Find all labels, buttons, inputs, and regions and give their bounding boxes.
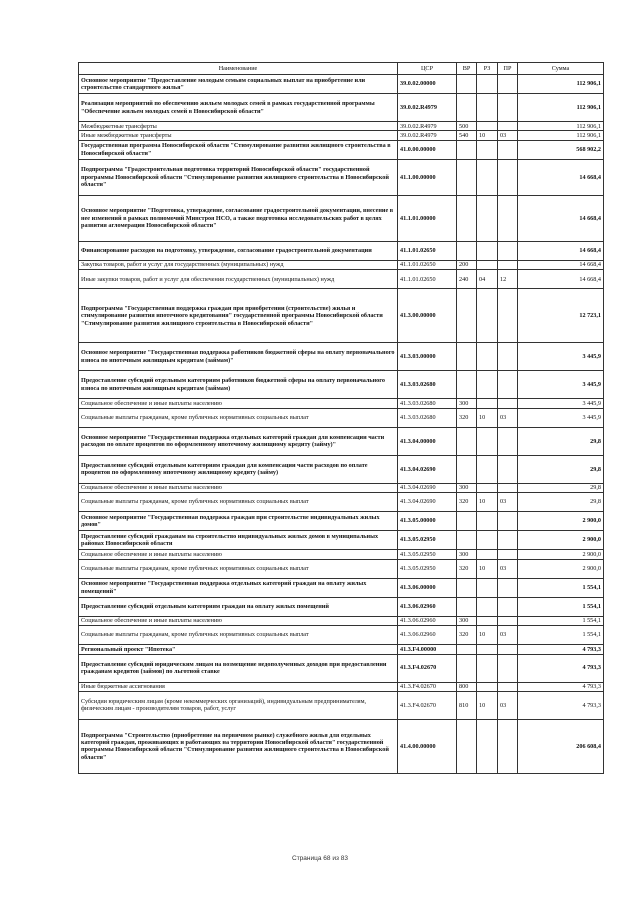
table-row <box>79 399 604 408</box>
cell-vr <box>457 241 477 260</box>
cell-sum: 112 906,1 <box>518 94 604 122</box>
cell-vr <box>457 427 477 455</box>
table-row <box>79 371 604 399</box>
cell-csr: 41.3.04.00000 <box>398 427 457 455</box>
cell-pr <box>498 195 518 241</box>
cell-pr: 03 <box>498 691 518 719</box>
cell-rz <box>477 654 498 682</box>
cell-csr: 41.3.06.02960 <box>398 626 457 645</box>
cell-vr <box>457 531 477 550</box>
cell-pr <box>498 260 518 269</box>
cell-csr: 41.3.06.00000 <box>398 578 457 597</box>
cell-sum: 568 902,2 <box>518 140 604 159</box>
cell-rz <box>477 399 498 408</box>
cell-csr: 41.1.00.00000 <box>398 159 457 195</box>
cell-sum: 4 793,3 <box>518 691 604 719</box>
cell-rz <box>477 616 498 625</box>
cell-pr <box>498 399 518 408</box>
cell-sum: 14 668,4 <box>518 241 604 260</box>
table-body <box>79 75 604 774</box>
cell-pr: 03 <box>498 626 518 645</box>
table-row <box>79 270 604 289</box>
cell-vr <box>457 343 477 371</box>
header-vr: ВР <box>457 63 477 75</box>
cell-name: Финансирование расходов на подготовку, утверждение, согласование градостроительной документации <box>79 241 398 260</box>
cell-vr <box>457 75 477 94</box>
cell-rz <box>477 260 498 269</box>
cell-name: Основное мероприятие "Государственная поддержка граждан при строительстве индивидуальных жилых домов" <box>79 512 398 531</box>
cell-name: Подпрограмма "Государственная поддержка граждан при приобретении (строительстве) жилья и стимулирование развития ипотечного кредитования" государственной программы Новосибирской области "Стимулирование развития жилищного строительства в Новосибирской области" <box>79 289 398 343</box>
cell-pr: 12 <box>498 270 518 289</box>
cell-pr <box>498 427 518 455</box>
cell-sum: 3 445,9 <box>518 371 604 399</box>
table-row <box>79 691 604 719</box>
cell-pr <box>498 654 518 682</box>
cell-vr <box>457 289 477 343</box>
cell-pr <box>498 597 518 616</box>
cell-rz <box>477 512 498 531</box>
cell-pr <box>498 371 518 399</box>
cell-vr <box>457 597 477 616</box>
cell-sum: 29,8 <box>518 455 604 483</box>
cell-name: Социальные выплаты гражданам, кроме публичных нормативных социальных выплат <box>79 408 398 427</box>
table-row <box>79 578 604 597</box>
cell-name: Социальное обеспечение и иные выплаты населению <box>79 550 398 559</box>
cell-vr: 240 <box>457 270 477 289</box>
cell-name: Реализация мероприятий по обеспечению жильем молодых семей в рамках государственной программы "Обеспечение жильем молодых семей в Новосибирской области" <box>79 94 398 122</box>
cell-rz <box>477 371 498 399</box>
table-row <box>79 122 604 131</box>
page-footer: Страница 68 из 83 <box>292 855 348 862</box>
cell-pr <box>498 512 518 531</box>
table-row <box>79 408 604 427</box>
cell-sum: 112 906,1 <box>518 75 604 94</box>
cell-vr <box>457 578 477 597</box>
cell-name: Социальные выплаты гражданам, кроме публичных нормативных социальных выплат <box>79 559 398 578</box>
cell-name: Предоставление субсидий юридическим лицам на возмещение недополученных доходов при предоставлении гражданам кредитов (займов) по льготной ставке <box>79 654 398 682</box>
cell-pr <box>498 241 518 260</box>
table-row <box>79 241 604 260</box>
table-row <box>79 616 604 625</box>
cell-rz <box>477 645 498 654</box>
table-row <box>79 531 604 550</box>
cell-vr <box>457 654 477 682</box>
cell-sum: 112 906,1 <box>518 131 604 140</box>
cell-pr <box>498 616 518 625</box>
cell-name: Иные межбюджетные трансферты <box>79 131 398 140</box>
table-row <box>79 682 604 691</box>
table-row <box>79 427 604 455</box>
cell-csr: 39.0.02.R4979 <box>398 94 457 122</box>
cell-name: Социальные выплаты гражданам, кроме публичных нормативных социальных выплат <box>79 626 398 645</box>
cell-rz <box>477 597 498 616</box>
cell-pr <box>498 719 518 773</box>
cell-name: Основное мероприятие "Государственная поддержка работников бюджетной сферы на оплату первоначального взноса по ипотечным жилищным кредитам (займам)" <box>79 343 398 371</box>
cell-sum: 2 900,0 <box>518 512 604 531</box>
cell-csr: 41.3.03.02680 <box>398 408 457 427</box>
table-row <box>79 75 604 94</box>
cell-rz: 10 <box>477 493 498 512</box>
table-row <box>79 159 604 195</box>
cell-name: Субсидии юридическим лицам (кроме некоммерческих организаций), индивидуальным предпринимателям, физическим лицам - производителям товаров, работ, услуг <box>79 691 398 719</box>
table-row <box>79 131 604 140</box>
cell-csr: 41.0.00.00000 <box>398 140 457 159</box>
cell-name: Предоставление субсидий отдельным категориям граждан для компенсации части расходов по оплате процентов по оформленному ипотечному жилищному кредиту (займу) <box>79 455 398 483</box>
cell-name: Предоставление субсидий отдельным категориям граждан на оплату жилых помещений <box>79 597 398 616</box>
cell-sum: 1 554,1 <box>518 578 604 597</box>
cell-name: Подпрограмма "Градостроительная подготовка территорий Новосибирской области" государственной программы Новосибирской области "Стимулирование развития жилищного строительства в Новосибирской области" <box>79 159 398 195</box>
cell-rz <box>477 531 498 550</box>
cell-pr <box>498 531 518 550</box>
cell-csr: 41.3.05.02950 <box>398 559 457 578</box>
cell-vr <box>457 512 477 531</box>
cell-pr <box>498 455 518 483</box>
cell-rz <box>477 719 498 773</box>
cell-rz <box>477 343 498 371</box>
cell-vr: 500 <box>457 122 477 131</box>
cell-rz <box>477 427 498 455</box>
cell-csr: 41.3.04.02690 <box>398 455 457 483</box>
cell-sum: 14 668,4 <box>518 195 604 241</box>
cell-csr: 39.0.02.00000 <box>398 75 457 94</box>
cell-csr: 41.3.F4.02670 <box>398 654 457 682</box>
budget-table <box>78 62 604 774</box>
cell-name: Социальное обеспечение и иные выплаты населению <box>79 399 398 408</box>
cell-rz: 04 <box>477 270 498 289</box>
cell-csr: 41.4.00.00000 <box>398 719 457 773</box>
cell-rz <box>477 241 498 260</box>
table-row <box>79 719 604 773</box>
cell-sum: 14 668,4 <box>518 260 604 269</box>
cell-csr: 41.3.03.00000 <box>398 343 457 371</box>
cell-name: Межбюджетные трансферты <box>79 122 398 131</box>
cell-rz <box>477 195 498 241</box>
cell-sum: 4 793,3 <box>518 682 604 691</box>
cell-pr <box>498 159 518 195</box>
cell-rz: 10 <box>477 131 498 140</box>
cell-sum: 4 793,3 <box>518 645 604 654</box>
table-row <box>79 597 604 616</box>
cell-rz <box>477 289 498 343</box>
cell-name: Основное мероприятие "Предоставление молодым семьям социальных выплат на приобретение или строительство стандартного жилья" <box>79 75 398 94</box>
cell-sum: 2 900,0 <box>518 550 604 559</box>
cell-sum: 1 554,1 <box>518 597 604 616</box>
cell-rz <box>477 483 498 492</box>
cell-vr: 800 <box>457 682 477 691</box>
table-row <box>79 455 604 483</box>
cell-vr: 300 <box>457 616 477 625</box>
cell-rz <box>477 122 498 131</box>
cell-pr <box>498 140 518 159</box>
table-row <box>79 626 604 645</box>
cell-name: Государственная программа Новосибирской области "Стимулирование развития жилищного строительства в Новосибирской области" <box>79 140 398 159</box>
cell-name: Основное мероприятие "Государственная поддержка отдельных категорий граждан для компенсации части расходов по оплате процентов по оформленному ипотечному жилищному кредиту (займу)" <box>79 427 398 455</box>
cell-pr <box>498 289 518 343</box>
table-row <box>79 493 604 512</box>
cell-sum: 29,8 <box>518 427 604 455</box>
cell-pr: 03 <box>498 493 518 512</box>
cell-vr: 320 <box>457 626 477 645</box>
cell-rz: 10 <box>477 559 498 578</box>
cell-rz <box>477 455 498 483</box>
cell-csr: 39.0.02.R4979 <box>398 131 457 140</box>
cell-csr: 41.1.01.02650 <box>398 260 457 269</box>
cell-csr: 41.3.05.02950 <box>398 531 457 550</box>
cell-pr: 03 <box>498 408 518 427</box>
cell-csr: 41.3.06.02960 <box>398 616 457 625</box>
cell-rz <box>477 578 498 597</box>
table-row <box>79 512 604 531</box>
cell-csr: 41.3.05.02950 <box>398 550 457 559</box>
cell-sum: 2 900,0 <box>518 531 604 550</box>
cell-pr <box>498 75 518 94</box>
cell-csr: 41.3.00.00000 <box>398 289 457 343</box>
cell-pr <box>498 122 518 131</box>
cell-csr: 41.3.06.02960 <box>398 597 457 616</box>
cell-name: Иные бюджетные ассигнования <box>79 682 398 691</box>
cell-vr: 300 <box>457 483 477 492</box>
cell-name: Предоставление субсидий отдельным категориям работников бюджетной сферы на оплату первоначального взноса по ипотечным жилищным кредитам (займам) <box>79 371 398 399</box>
cell-pr: 03 <box>498 131 518 140</box>
cell-sum: 3 445,9 <box>518 343 604 371</box>
cell-rz <box>477 140 498 159</box>
cell-rz <box>477 682 498 691</box>
cell-sum: 1 554,1 <box>518 626 604 645</box>
cell-name: Социальные выплаты гражданам, кроме публичных нормативных социальных выплат <box>79 493 398 512</box>
cell-name: Социальное обеспечение и иные выплаты населению <box>79 483 398 492</box>
cell-sum: 112 906,1 <box>518 122 604 131</box>
cell-name: Основное мероприятие "Государственная поддержка отдельных категорий граждан на оплату жилых помещений" <box>79 578 398 597</box>
table-row <box>79 289 604 343</box>
cell-csr: 41.3.F4.00000 <box>398 645 457 654</box>
table-row <box>79 559 604 578</box>
cell-name: Основное мероприятие "Подготовка, утверждение, согласование градостроительной документации, внесение в нее изменений в рамках полномочий Минстроя НСО, а также подготовка исследовательских работ в целях развития агломерации Новосибирской области" <box>79 195 398 241</box>
cell-name: Предоставление субсидий гражданам на строительство индивидуальных жилых домов в муниципальных районах Новосибирской области <box>79 531 398 550</box>
cell-vr <box>457 140 477 159</box>
cell-vr: 200 <box>457 260 477 269</box>
cell-csr: 41.3.04.02690 <box>398 493 457 512</box>
cell-name: Региональный проект "Ипотека" <box>79 645 398 654</box>
cell-vr: 810 <box>457 691 477 719</box>
cell-vr <box>457 645 477 654</box>
cell-vr: 540 <box>457 131 477 140</box>
cell-name: Иные закупки товаров, работ и услуг для обеспечения государственных (муниципальных) нужд <box>79 270 398 289</box>
cell-rz <box>477 94 498 122</box>
cell-vr <box>457 455 477 483</box>
cell-vr <box>457 159 477 195</box>
cell-sum: 4 793,3 <box>518 654 604 682</box>
cell-pr <box>498 682 518 691</box>
cell-csr: 41.3.04.02690 <box>398 483 457 492</box>
cell-sum: 12 723,1 <box>518 289 604 343</box>
header-name: Наименование <box>79 63 398 75</box>
cell-sum: 2 900,0 <box>518 559 604 578</box>
cell-pr <box>498 578 518 597</box>
cell-name: Закупка товаров, работ и услуг для государственных (муниципальных) нужд <box>79 260 398 269</box>
cell-csr: 41.1.01.00000 <box>398 195 457 241</box>
cell-csr: 41.3.03.02680 <box>398 399 457 408</box>
cell-csr: 39.0.02.R4979 <box>398 122 457 131</box>
table-row <box>79 645 604 654</box>
cell-rz: 10 <box>477 626 498 645</box>
cell-sum: 14 668,4 <box>518 159 604 195</box>
cell-vr: 300 <box>457 550 477 559</box>
cell-sum: 3 445,9 <box>518 408 604 427</box>
cell-csr: 41.1.01.02650 <box>398 270 457 289</box>
cell-vr: 320 <box>457 559 477 578</box>
table-row <box>79 343 604 371</box>
cell-vr <box>457 719 477 773</box>
table-row <box>79 550 604 559</box>
cell-vr: 320 <box>457 408 477 427</box>
cell-rz <box>477 75 498 94</box>
cell-sum: 206 608,4 <box>518 719 604 773</box>
cell-sum: 1 554,1 <box>518 616 604 625</box>
cell-pr <box>498 645 518 654</box>
cell-vr <box>457 195 477 241</box>
cell-name: Подпрограмма "Строительство (приобретение на первичном рынке) служебного жилья для отдельных категорий граждан, проживающих и работающих на территории Новосибирской области" государственной программы Новосибирской области "Стимулирование развития жилищного строительства в Новосибирской области" <box>79 719 398 773</box>
cell-sum: 29,8 <box>518 483 604 492</box>
table-row <box>79 94 604 122</box>
cell-sum: 29,8 <box>518 493 604 512</box>
table-header-row <box>79 63 604 75</box>
cell-vr <box>457 94 477 122</box>
cell-vr: 300 <box>457 399 477 408</box>
cell-vr <box>457 371 477 399</box>
header-sum: Сумма <box>518 63 604 75</box>
cell-rz <box>477 550 498 559</box>
cell-csr: 41.3.03.02680 <box>398 371 457 399</box>
cell-csr: 41.3.F4.02670 <box>398 682 457 691</box>
table-row <box>79 260 604 269</box>
table-row <box>79 483 604 492</box>
table-row <box>79 195 604 241</box>
cell-pr <box>498 483 518 492</box>
cell-pr <box>498 550 518 559</box>
header-csr: ЦСР <box>398 63 457 75</box>
cell-rz: 10 <box>477 691 498 719</box>
cell-sum: 3 445,9 <box>518 399 604 408</box>
cell-csr: 41.3.F4.02670 <box>398 691 457 719</box>
cell-rz: 10 <box>477 408 498 427</box>
cell-pr: 03 <box>498 559 518 578</box>
cell-sum: 14 668,4 <box>518 270 604 289</box>
cell-csr: 41.3.05.00000 <box>398 512 457 531</box>
cell-name: Социальное обеспечение и иные выплаты населению <box>79 616 398 625</box>
table-row <box>79 140 604 159</box>
cell-vr: 320 <box>457 493 477 512</box>
cell-rz <box>477 159 498 195</box>
header-pr: ПР <box>498 63 518 75</box>
header-rz: РЗ <box>477 63 498 75</box>
table-row <box>79 654 604 682</box>
cell-csr: 41.1.01.02650 <box>398 241 457 260</box>
cell-pr <box>498 343 518 371</box>
cell-pr <box>498 94 518 122</box>
